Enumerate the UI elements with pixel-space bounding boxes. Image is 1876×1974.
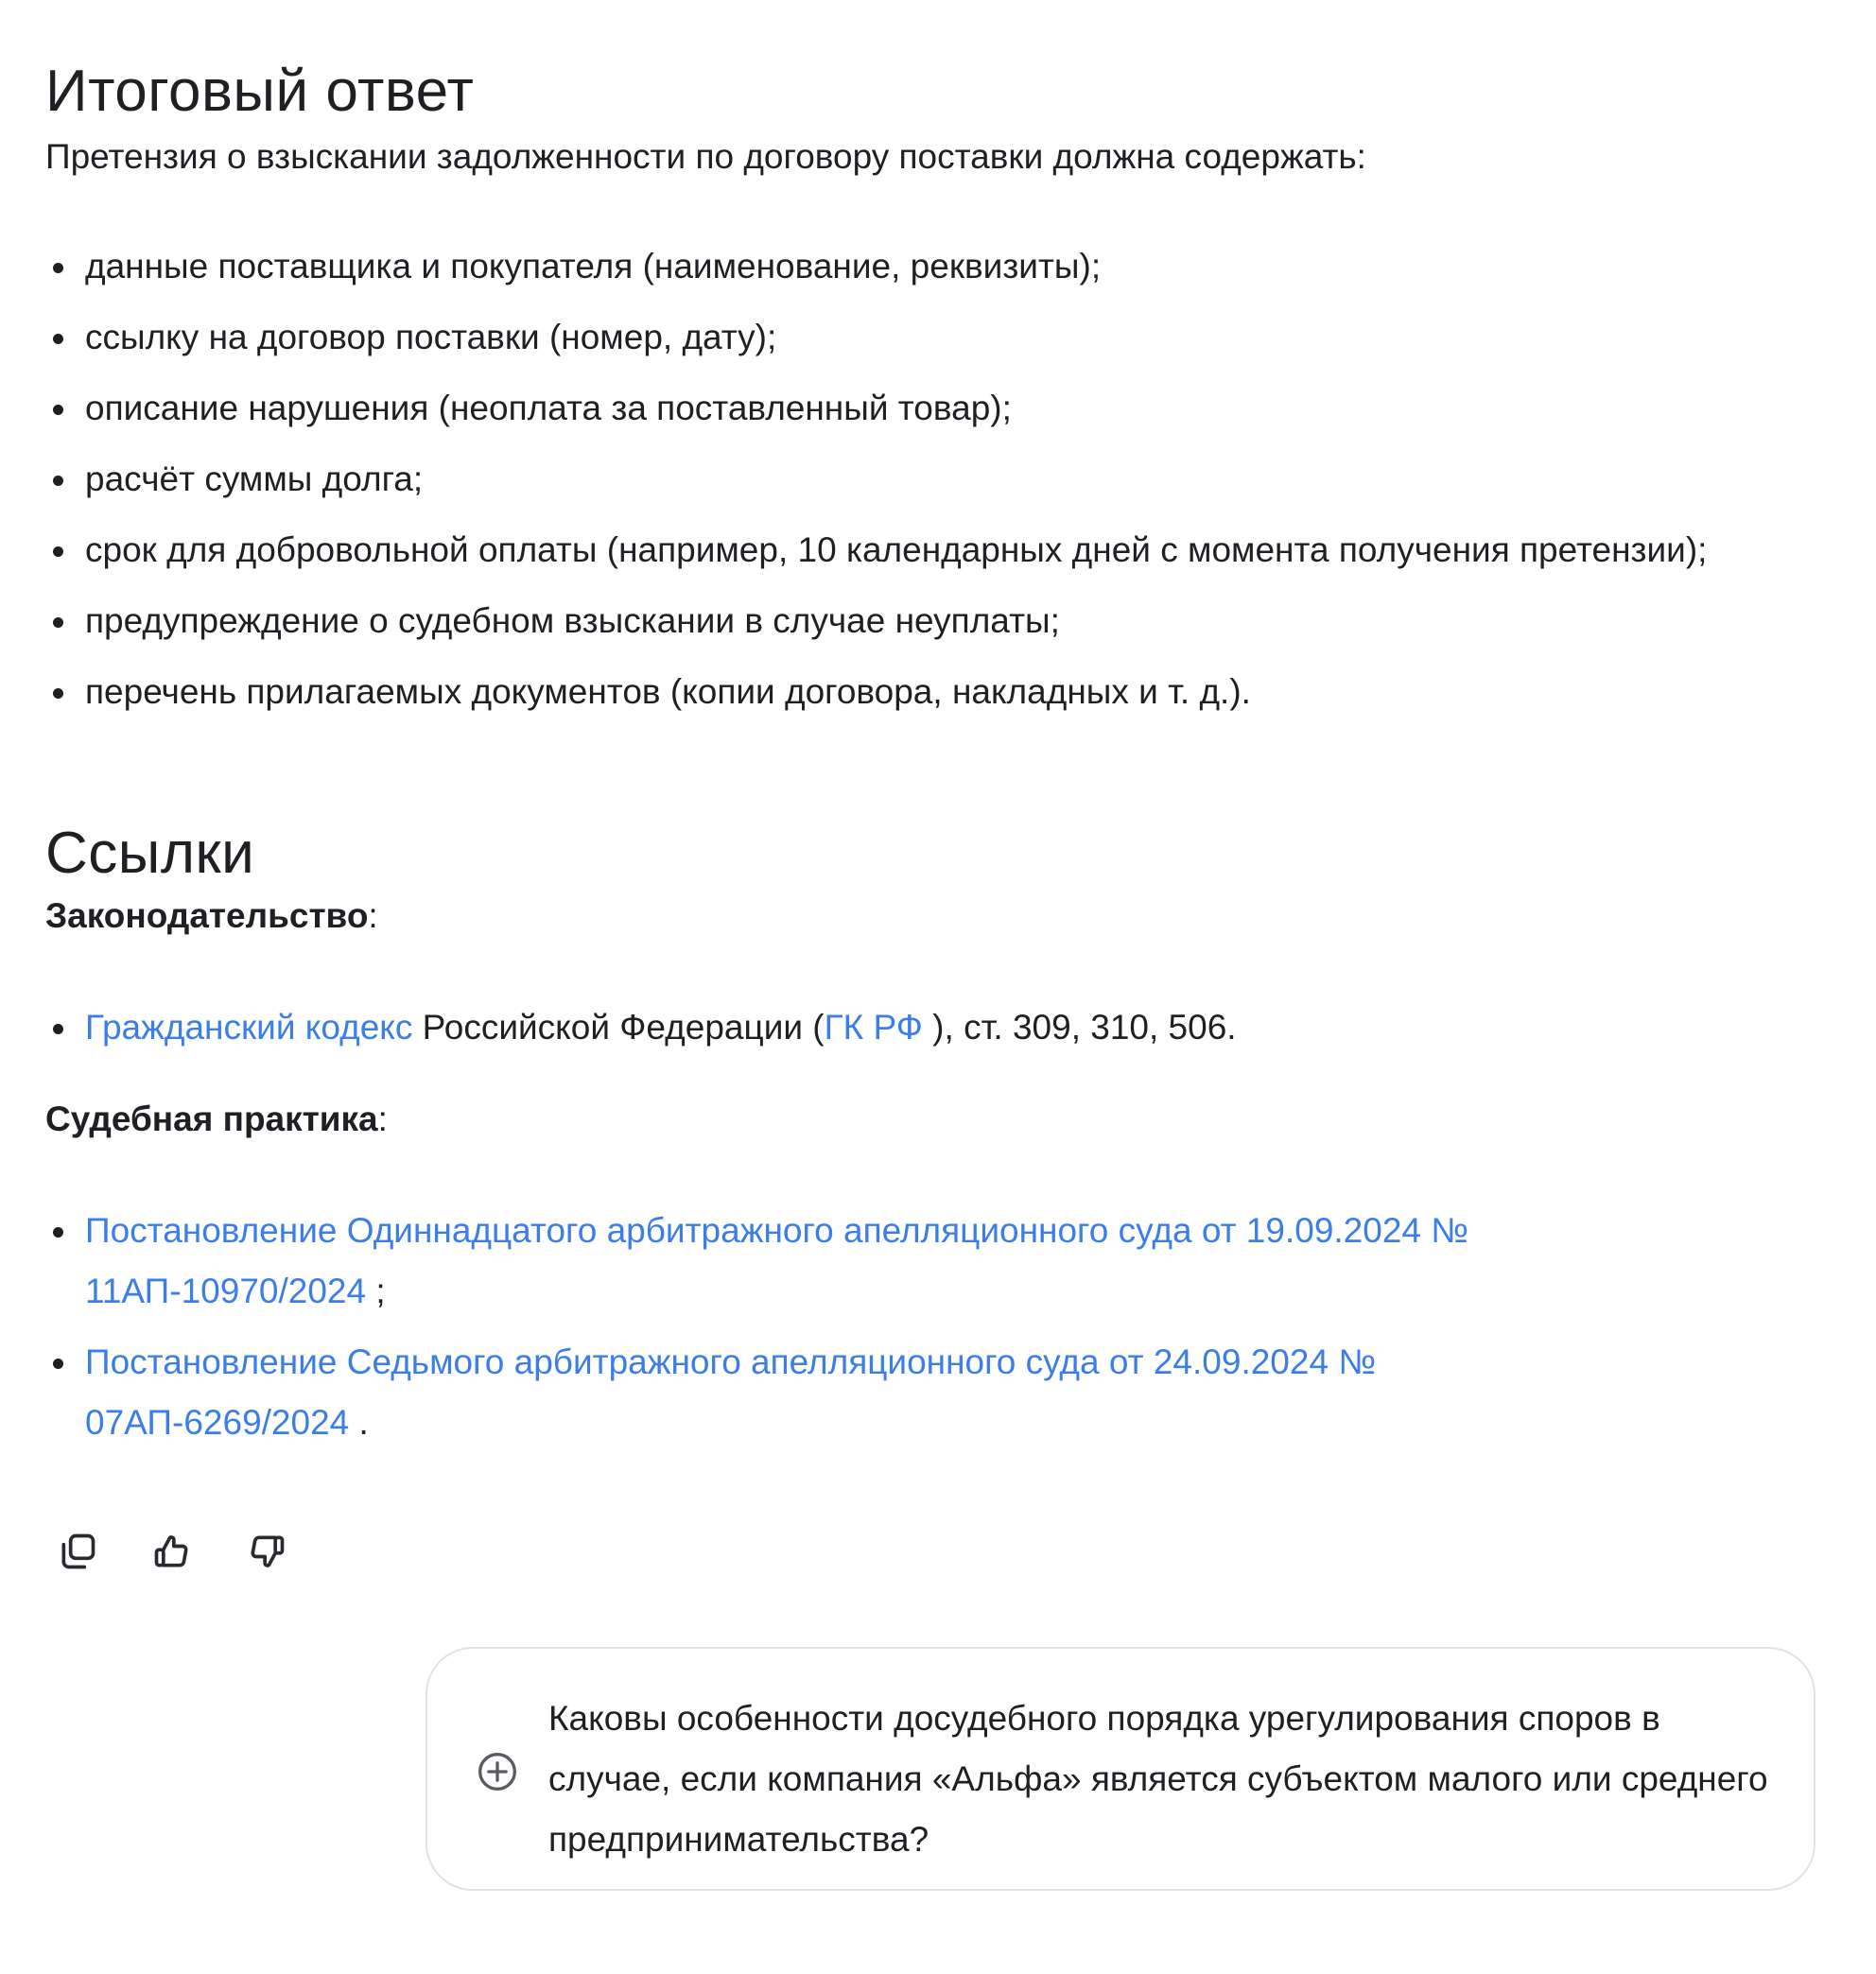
legislation-colon: : — [368, 896, 378, 935]
practice-label — [45, 1097, 388, 1142]
legislation-articles: ), ст. 309, 310, 506. — [922, 1008, 1237, 1047]
dislike-button[interactable] — [242, 1527, 291, 1576]
ruling-suffix: . — [349, 1403, 369, 1442]
suggested-question-text: Каковы особенности досудебного порядка урегулирования споров в случае, если компания «Альфа» является субъектом малого или среднего предпринимательства? — [548, 1699, 1768, 1859]
practice-list — [45, 1201, 1738, 1463]
thumbs-down-icon — [246, 1531, 287, 1572]
list-item: данные поставщика и покупателя (наименование, реквизиты); — [45, 236, 1747, 297]
copy-button[interactable] — [53, 1527, 102, 1576]
practice-colon: : — [377, 1100, 388, 1138]
message-actions — [53, 1527, 291, 1576]
like-button[interactable] — [148, 1527, 197, 1576]
court-ruling-link-1[interactable]: Постановление Одиннадцатого арбитражного апелляционного суда от 19.09.2024 № 11АП-10970/2024 — [85, 1211, 1468, 1310]
links-title: Ссылки — [45, 821, 255, 886]
list-item — [45, 997, 1747, 1058]
copy-icon — [57, 1531, 98, 1572]
answer-intro: Претензия о взыскании задолженности по договору поставки должна содержать: — [45, 137, 1366, 176]
list-item — [45, 1201, 1749, 1322]
gk-rf-link[interactable]: ГК РФ — [824, 1008, 923, 1047]
list-item: предупреждение о судебном взыскании в случае неуплаты; — [45, 591, 1747, 651]
list-item: ссылку на договор поставки (номер, дату); — [45, 307, 1747, 368]
court-ruling-link-2[interactable]: Постановление Седьмого арбитражного апелляционного суда от 24.09.2024 № 07АП-6269/2024 — [85, 1342, 1377, 1442]
civil-code-link[interactable]: Гражданский кодекс — [85, 1008, 413, 1047]
legislation-list — [45, 997, 1747, 1068]
plus-circle-icon — [477, 1751, 518, 1792]
list-item: расчёт суммы долга; — [45, 449, 1747, 510]
list-item: перечень прилагаемых документов (копии договора, накладных и т. д.). — [45, 662, 1747, 722]
requirements-list — [45, 236, 1747, 733]
list-item: срок для добровольной оплаты (например, 10 календарных дней с момента получения претензии); — [45, 520, 1711, 580]
answer-title: Итоговый ответ — [45, 59, 475, 124]
legislation-text: Российской Федерации ( — [412, 1008, 825, 1047]
list-item: описание нарушения (неоплата за поставленный товар); — [45, 378, 1747, 439]
legislation-label — [45, 893, 378, 939]
legislation-label-text: Законодательство — [45, 896, 369, 935]
practice-label-text: Судебная практика — [45, 1100, 378, 1138]
list-item — [45, 1332, 1636, 1453]
thumbs-up-icon — [151, 1531, 193, 1572]
suggested-question-card[interactable] — [426, 1647, 1815, 1891]
ruling-suffix: ; — [366, 1272, 386, 1310]
